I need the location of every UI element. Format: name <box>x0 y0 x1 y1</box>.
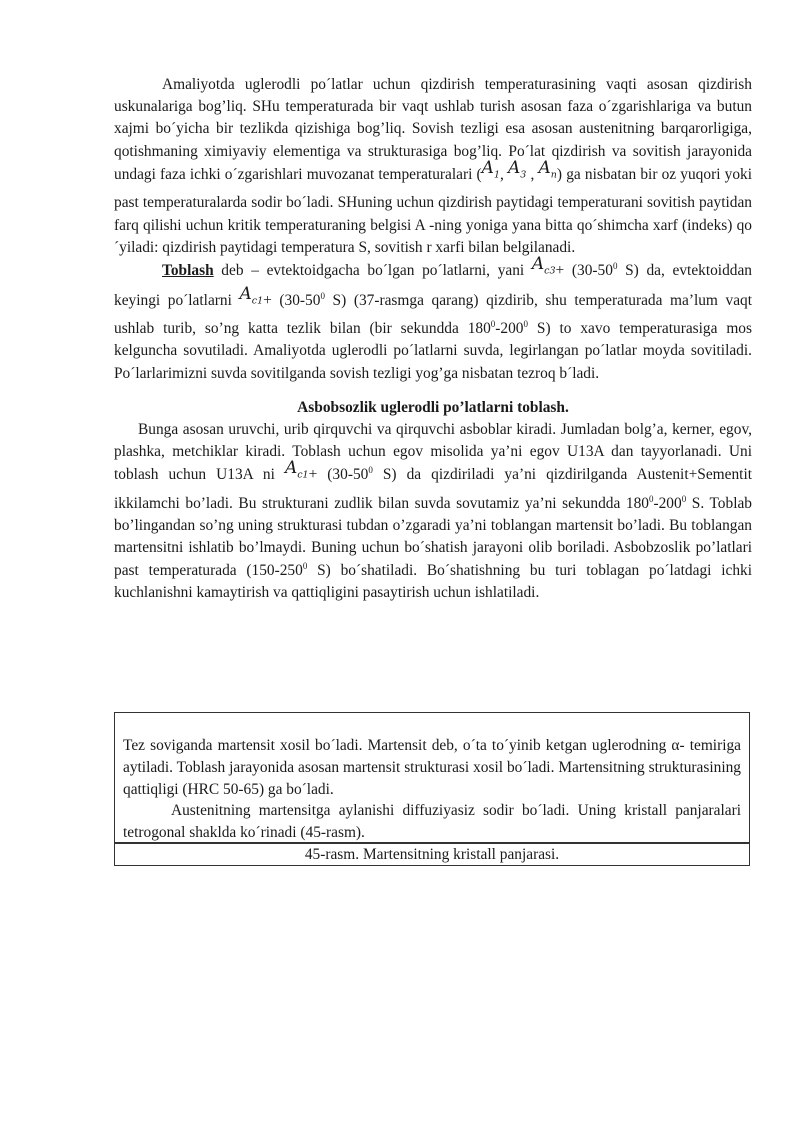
term-toblash: Toblash <box>162 262 214 280</box>
document-body <box>114 74 752 604</box>
paragraph-heating-temperature: Amaliyotda uglerodli po´latlar uchun qizdirish temperaturasining vaqti asosan qizdirish uskunalariga bog’liq. SHu temperaturada bir vaqt ushlab turish asosan faza o´zgarishlariga va butun xajmi bo´yicha bir tezlikda qizishiga bog’liq. Sovish tezligi esa asosan austenitning barqarorligiga, qotishmaning ximiyaviy elementiga va strukturasiga bog’liq. Po´lat qizdirish va sovitish jarayonida undagi faza ichki o´zgarishlari muvozanat temperaturalari ($A_1$, $A_3$ , $A_n$) ga nisbatan bir oz yuqori yoki past temperaturalarda sodir bo´ladi. SHuning uchun qizdirish paytidagi temperaturani sovitish paytidan farq qilishi uchun kritik temperaturaning belgisi A -ning yoniga yana bitta qo´shimcha xarf (indeks) qo´yiladi: qizdirish paytidagi temperatura S, sovitish r xarfi bilan belgilanadi. <box>114 76 752 256</box>
figure-caption: 45-rasm. Martensitning kristall panjarasi. <box>114 843 750 866</box>
symbol-a1: $A_1$ <box>481 157 500 181</box>
symbol-ac3: $A_{c3}$ <box>531 254 556 277</box>
symbol-ac1-tool: $A_{c1}$ <box>284 458 309 481</box>
section-heading: Asbobsozlik uglerodli po’latlarni toblash. <box>297 398 569 416</box>
paragraph-tool-steel: Bunga asosan uruvchi, urib qirquvchi va qirquvchi asboblar kiradi. Jumladan bolg’a, kerner, egov, plashka, metchiklar kiradi. Toblash uchun egov misolida ya’ni egov U13A dan tayyorlanadi. Uni toblash uchun U13A ni $A_{c1}+ (30-50^0$ S) da qizdiriladi ya’ni qizdirilganda Austenit+Sementit ikkilamchi bo’ladi. Bu strukturani zudlik bilan suvda sovutamiz ya’ni sekundda $180^0-200^0$ S. Toblab bo’lingandan so’ng uning strukturasi tubdan o’zgaradi ya’ni toblangan martensit bo’ladi. Bu toblangan martensitni ishlatib bo’lmaydi. Buning uchun bo´shatish jarayoni olib boriladi. Asbobzoslik po’latlari past temperaturada ($150-250^0$ S) bo´shatiladi. Bo´shatishning bu turi toblagan po´latdagi ichki kuchlanishni kamaytirish va qattiqligini pasaytirish uchun ishlatiladi. <box>114 421 753 601</box>
symbol-a3: $A_3$ <box>508 157 527 181</box>
paragraph-toblash-definition: Toblash deb – evtektoidgacha bo´lgan po´latlarni, yani $A_{c3}+ (30-50^0$ S) da, evtektoiddan keyingi po´latlarni $A_{c1}+ (30-50^0$ S) (37-rasmga qarang) qizdirib, shu temperaturada ma’lum vaqt ushlab turib, so’ng katta tezlik bilan (bir sekundda $180^0-200^0$ S) to xavo temperaturasiga mos kelguncha sovutiladi. Amaliyotda uglerodli po´latlarni suvda, legirlangan po´latlar moyda sovitiladi. Po´larlarimizni suvda sovitilganda sovish tezligi yog’ga nisbatan tezroq b´ladi. <box>114 254 753 382</box>
martensite-figure-box <box>114 712 750 843</box>
symbol-ac1: $A_{c1}$ <box>239 283 264 306</box>
symbol-an: $A_n$ <box>538 157 557 181</box>
box-paragraph-martensite: Tez soviganda martensit xosil bo´ladi. Martensit deb, o´ta to´yinib ketgan uglerodning α- temiriga aytiladi. Toblash jarayonida asosan martensit strukturasi xosil bo´ladi. Martensitning strukturasining qattiqligi (HRC 50-65) ga bo´ladi. <box>123 737 741 798</box>
box-paragraph-austenite: Austenitning martensitga aylanishi diffuziyasiz sodir bo´ladi. Uning kristall panjaralari tetrogonal shaklda ko´rinadi (45-rasm). <box>123 802 741 842</box>
